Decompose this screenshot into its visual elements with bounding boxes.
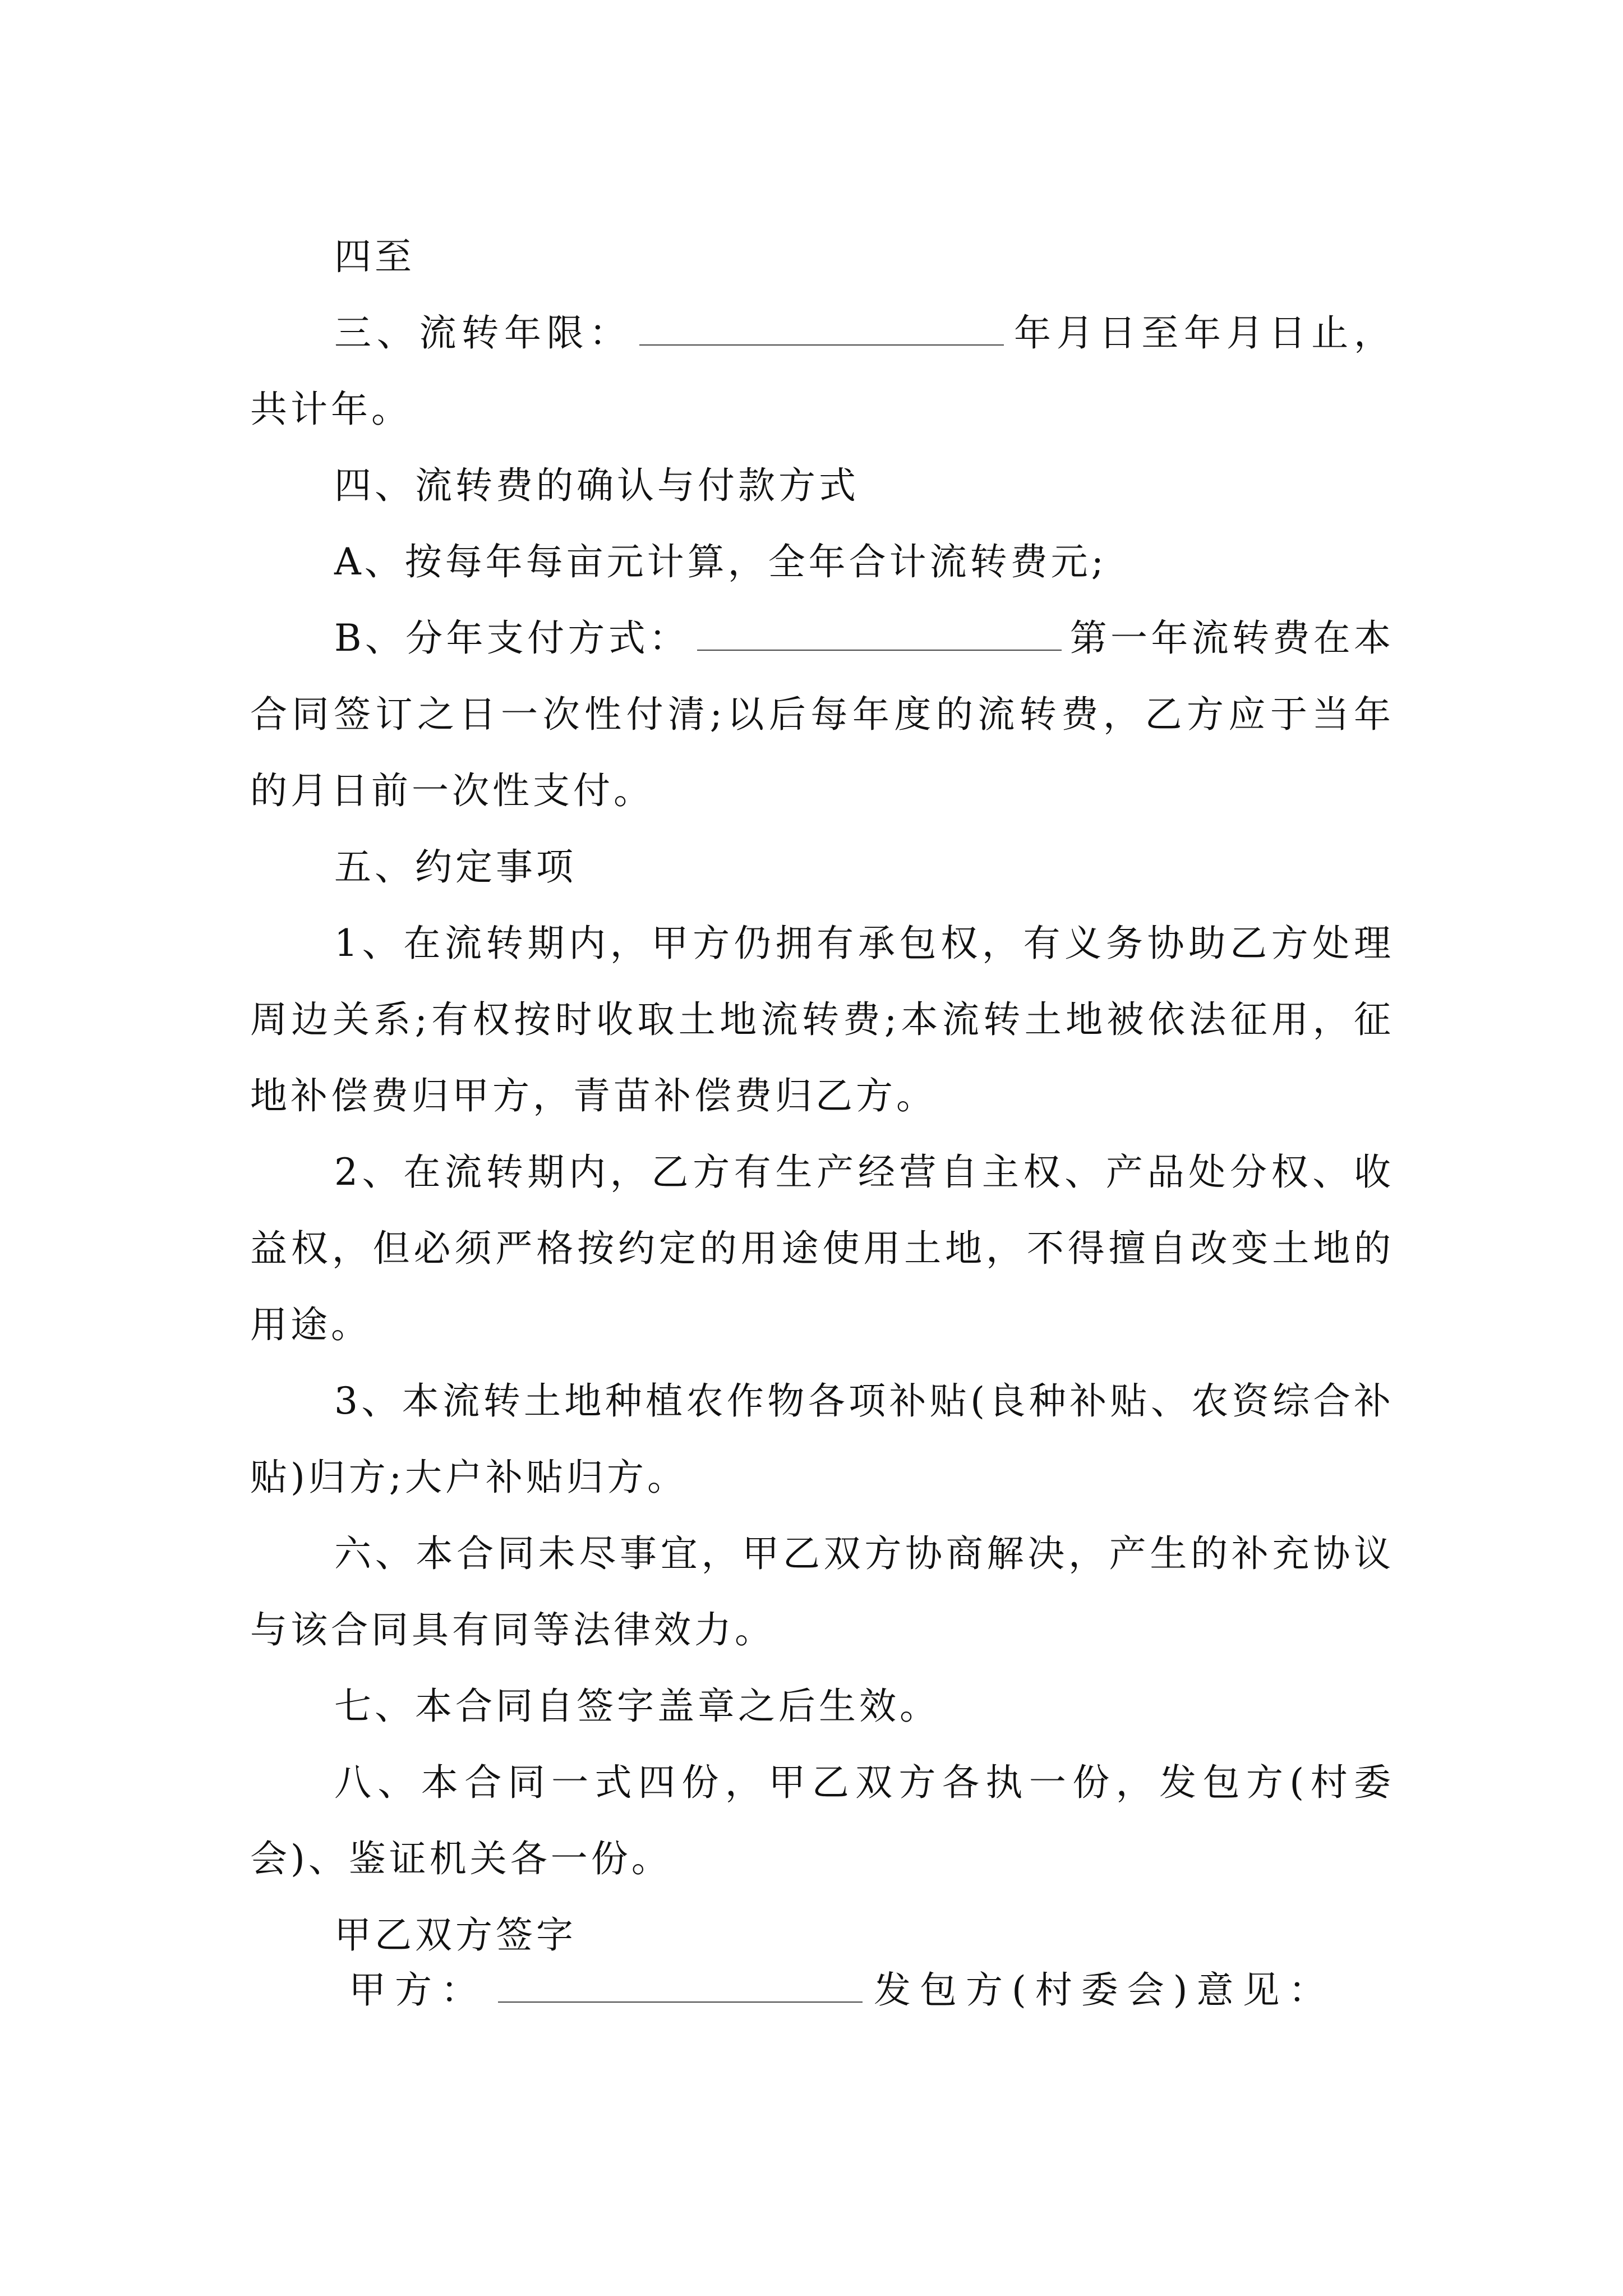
term-clause <box>250 295 1394 448</box>
agreement-item-2: 2、在流转期内，乙方有生产经营自主权、产品处分权、收益权，但必须严格按约定的用途使用土地，不得擅自改变土地的用途。 <box>250 1151 1394 1346</box>
boundaries-line: 四至 <box>334 235 415 278</box>
clause-eight: 八、本合同一式四份，甲乙双方各执一份，发包方(村委会)、鉴证机关各一份。 <box>250 1761 1394 1880</box>
agreement-item-3: 3、本流转土地种植农作物各项补贴(良种补贴、农资综合补贴)归方;大户补贴归方。 <box>250 1379 1394 1499</box>
term-text: 年月日至年月日止，共计年。 <box>250 311 1394 431</box>
party-a-label: 甲方： <box>349 1968 487 2012</box>
signature-heading: 甲乙双方签字 <box>334 1913 577 1957</box>
term-label: 三、流转年限： <box>334 311 632 355</box>
village-committee-label: 发包方(村委会)意见： <box>874 1968 1335 2012</box>
party-a-signature-blank[interactable] <box>498 1968 863 2003</box>
fee-clause-b <box>250 600 1394 829</box>
fee-heading: 四、流转费的确认与付款方式 <box>334 464 859 507</box>
contract-body <box>250 219 1394 1973</box>
payment-label: B、分年支付方式： <box>334 616 690 660</box>
fee-clause-a: A、按每年每亩元计算，全年合计流转费元; <box>334 540 1107 583</box>
clause-seven: 七、本合同自签字盖章之后生效。 <box>334 1685 940 1728</box>
clause-six: 六、本合同未尽事宜，甲乙双方协商解决，产生的补充协议与该合同具有同等法律效力。 <box>250 1532 1394 1651</box>
term-blank[interactable] <box>639 311 1004 346</box>
agreement-heading: 五、约定事项 <box>334 845 577 889</box>
payment-blank[interactable] <box>697 616 1062 651</box>
payment-text: 第一年流转费在本合同签订之日一次性付清;以后每年度的流转费，乙方应于当年的月日前一次性支付。 <box>250 616 1394 812</box>
agreement-item-1: 1、在流转期内，甲方仍拥有承包权，有义务协助乙方处理周边关系;有权按时收取土地流转费;本流转土地被依法征用，征地补偿费归甲方，青苗补偿费归乙方。 <box>250 922 1394 1117</box>
signature-line <box>349 1952 1403 2028</box>
